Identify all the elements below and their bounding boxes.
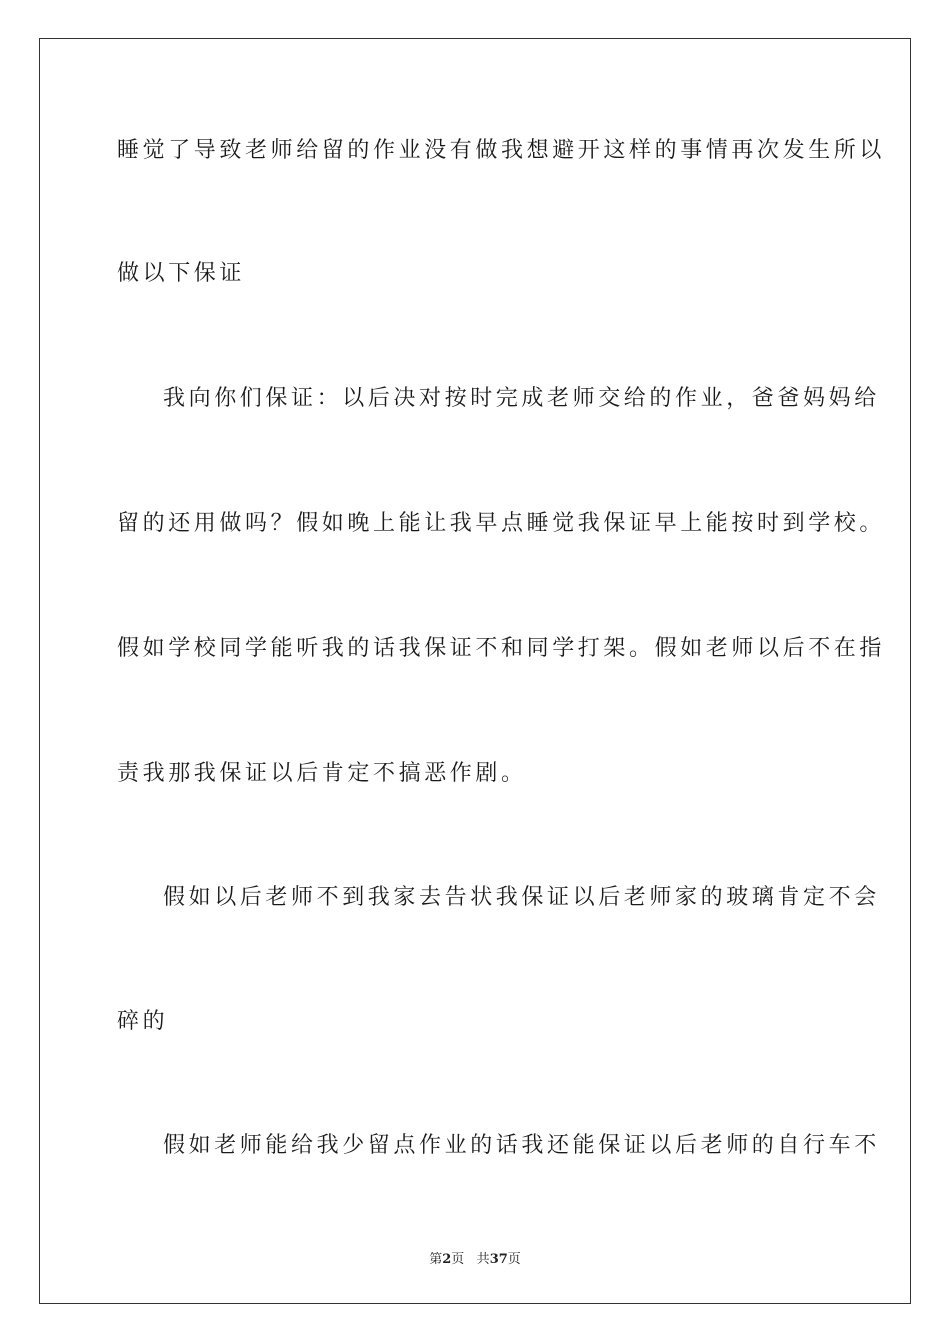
paragraph-1-line-3: 假如学校同学能听我的话我保证不和同学打架。假如老师以后不在指 [117, 636, 886, 661]
page-suffix: 页 [451, 1252, 465, 1267]
total-suffix: 页 [507, 1252, 521, 1267]
paragraph-2-line-1: 假如以后老师不到我家去告状我保证以后老师家的玻璃肯定不会 [163, 885, 880, 910]
paragraph-1-line-1: 我向你们保证：以后决对按时完成老师交给的作业，爸爸妈妈给 [163, 386, 880, 411]
page-number: 2 [442, 1252, 452, 1267]
paragraph-2-line-2: 碎的 [117, 1009, 169, 1034]
text-line-2: 做以下保证 [117, 261, 246, 286]
paragraph-1-line-2: 留的还用做吗？假如晚上能让我早点睡觉我保证早上能按时到学校。 [117, 511, 886, 536]
total-prefix: 共 [476, 1252, 490, 1267]
paragraph-1-line-4: 责我那我保证以后肯定不搞恶作剧。 [117, 761, 527, 786]
page-prefix: 第 [429, 1252, 443, 1267]
page-border [39, 38, 911, 1304]
text-line-1: 睡觉了导致老师给留的作业没有做我想避开这样的事情再次发生所以 [117, 138, 886, 163]
total-pages: 37 [489, 1252, 508, 1267]
page-footer [0, 1248, 950, 1267]
paragraph-3-line-1: 假如老师能给我少留点作业的话我还能保证以后老师的自行车不 [163, 1133, 880, 1158]
